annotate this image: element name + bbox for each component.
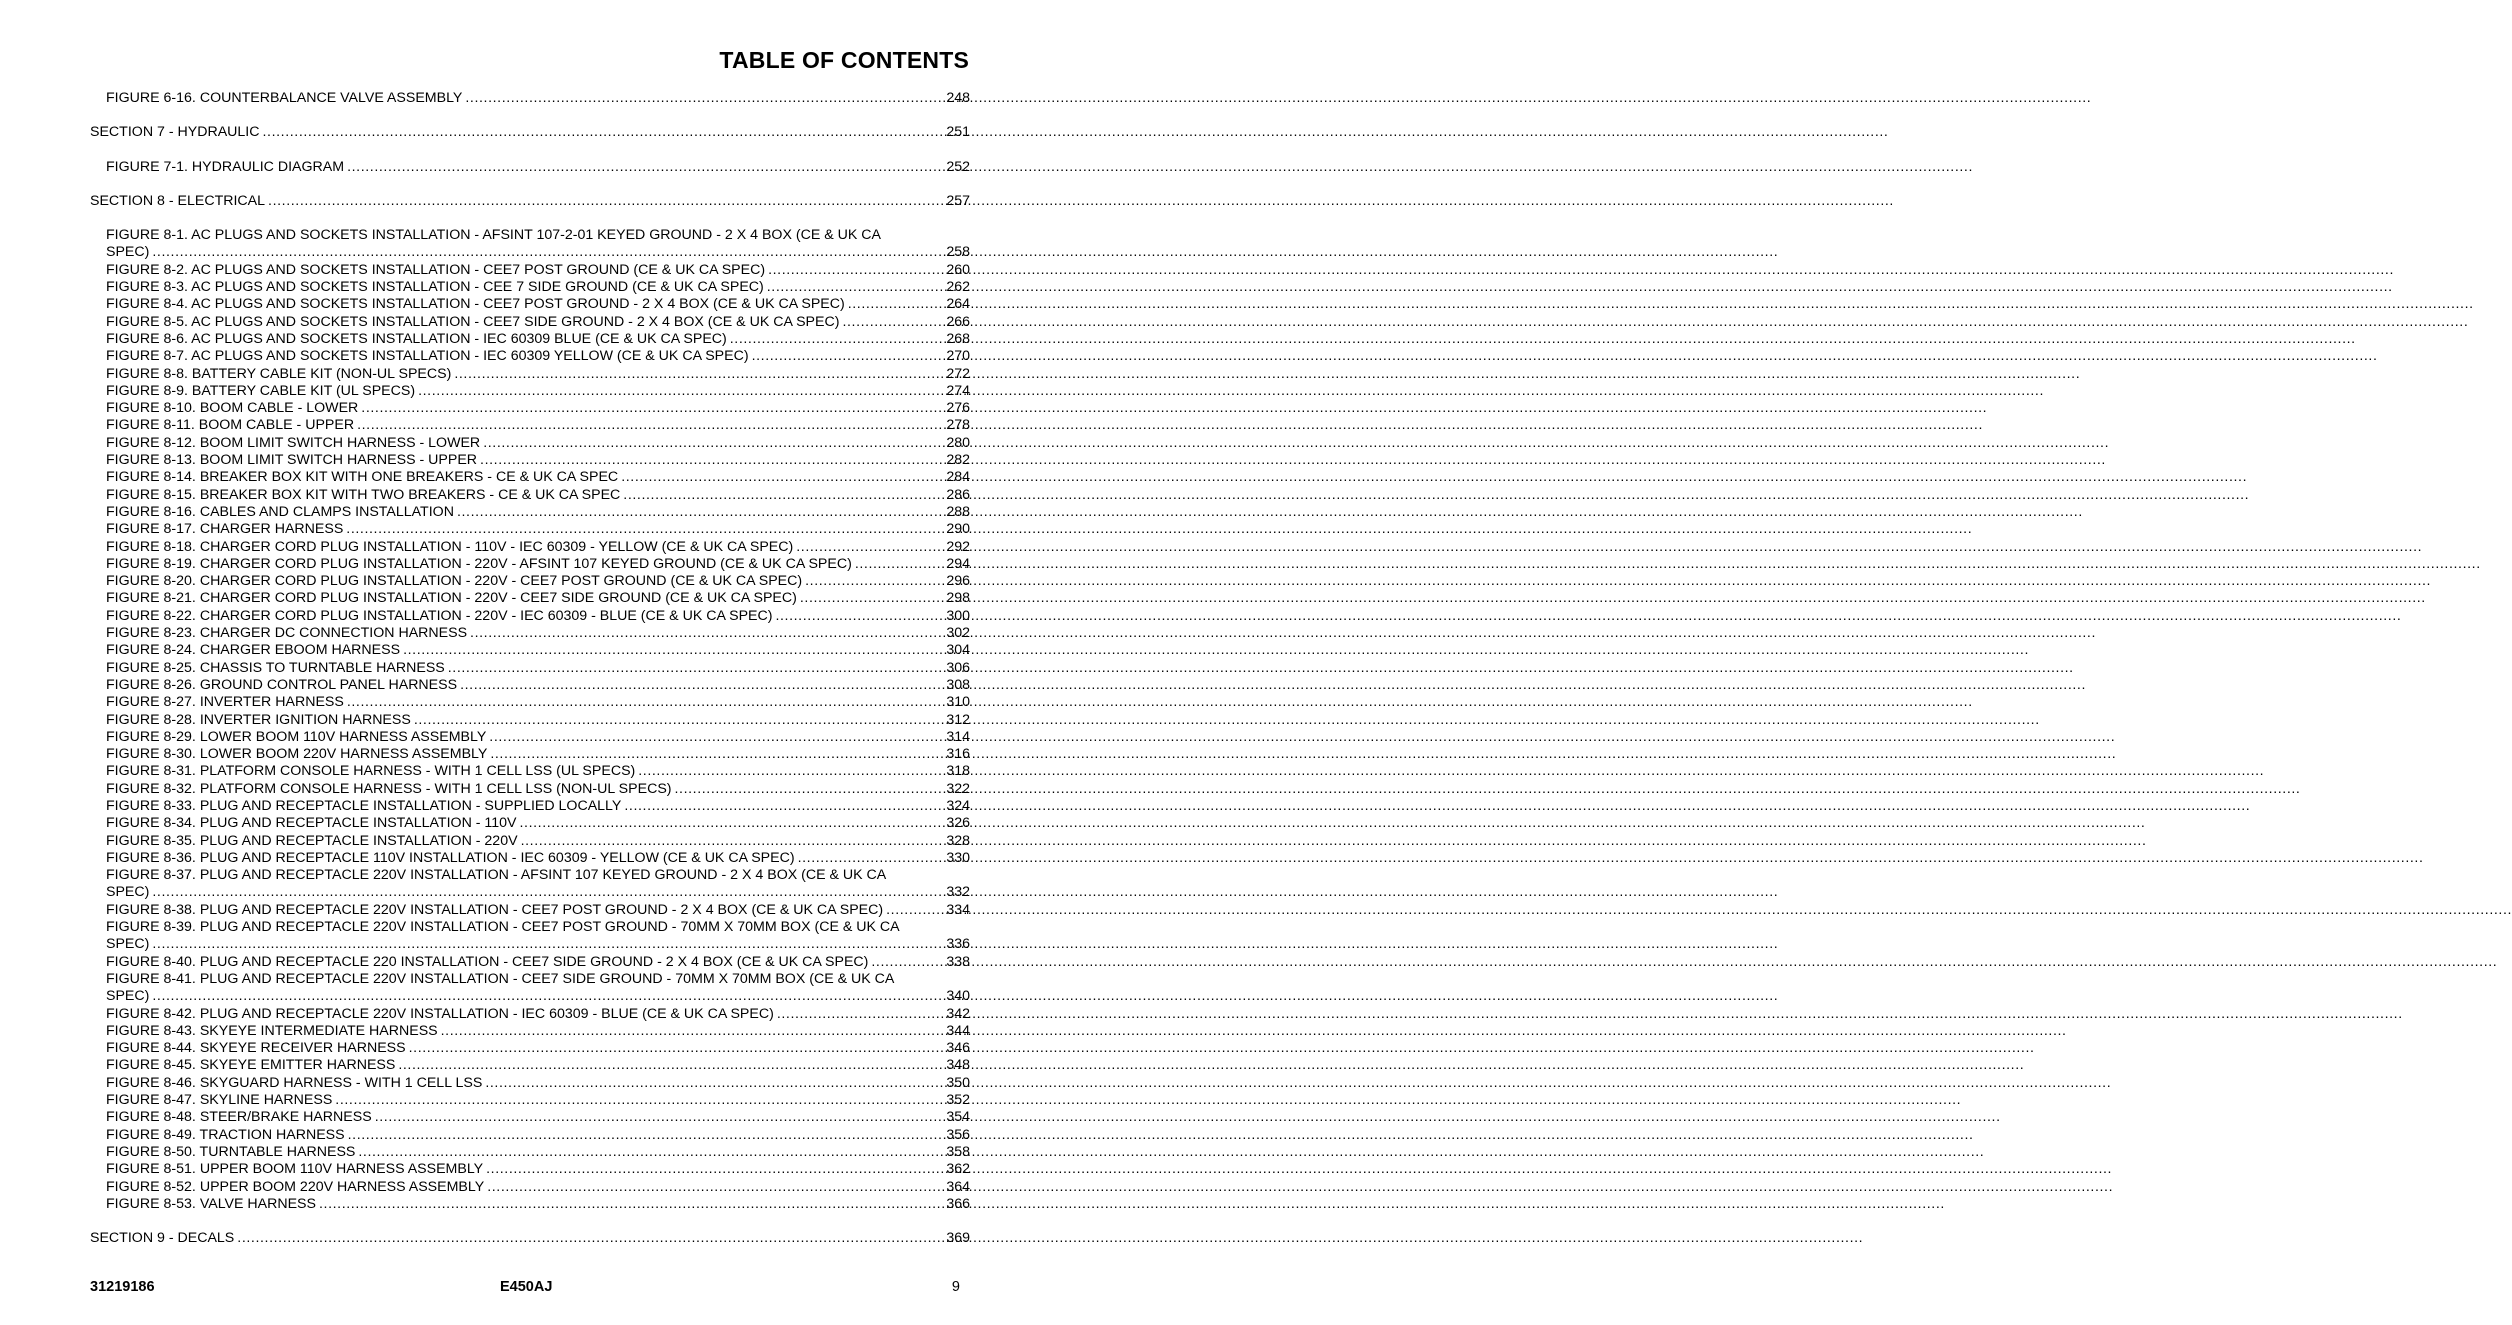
toc-figure-entry[interactable] — [90, 1006, 970, 1023]
toc-figure-entry-wrapped[interactable] — [90, 919, 970, 936]
dot-leader — [335, 1092, 943, 1109]
toc-entry-label: FIGURE 8-33. PLUG AND RECEPTACLE INSTALLATION - SUPPLIED LOCALLY — [106, 797, 622, 814]
toc-section-entry[interactable] — [90, 1230, 970, 1247]
toc-entry-label: FIGURE 8-27. INVERTER HARNESS — [106, 694, 344, 711]
toc-entry-page: 276 — [946, 400, 970, 417]
dot-leader — [152, 884, 943, 901]
toc-entry-label: FIGURE 8-53. VALVE HARNESS — [106, 1195, 316, 1212]
toc-entry-page: 280 — [946, 434, 970, 451]
toc-entry-label: FIGURE 8-22. CHARGER CORD PLUG INSTALLATION - 220V - IEC 60309 - BLUE (CE & UK CA SPEC) — [106, 607, 773, 624]
toc-entry-label: FIGURE 8-23. CHARGER DC CONNECTION HARNESS — [106, 625, 468, 642]
toc-entry-page: 369 — [946, 1230, 970, 1247]
dot-leader — [319, 1196, 943, 1213]
toc-entry-label: SECTION 9 - DECALS — [90, 1230, 235, 1247]
toc-entry-page: 330 — [946, 849, 970, 866]
dot-leader — [398, 1057, 943, 1074]
dot-leader — [263, 124, 944, 141]
toc-entry-label: FIGURE 8-50. TURNTABLE HARNESS — [106, 1143, 356, 1160]
toc-entry-label: FIGURE 8-35. PLUG AND RECEPTACLE INSTALLATION - 220V — [106, 832, 518, 849]
toc-figure-entry[interactable] — [90, 763, 970, 780]
toc-entry-label: FIGURE 7-1. HYDRAULIC DIAGRAM — [106, 158, 345, 175]
toc-entry-label: FIGURE 8-3. AC PLUGS AND SOCKETS INSTALLATION - CEE 7 SIDE GROUND (CE & UK CA SPEC) — [106, 279, 764, 296]
toc-section-entry[interactable] — [90, 124, 970, 141]
toc-figure-entry[interactable] — [90, 1092, 970, 1109]
dot-leader — [638, 763, 943, 780]
toc-figure-entry[interactable] — [90, 694, 970, 711]
toc-entry-page: 274 — [946, 382, 970, 399]
toc-entry-page: 266 — [946, 313, 970, 330]
toc-entry-label: FIGURE 8-48. STEER/BRAKE HARNESS — [106, 1109, 372, 1126]
toc-figure-entry-wrapped[interactable] — [90, 971, 970, 988]
dot-leader — [777, 1006, 944, 1023]
footer-model: E450AJ — [500, 1279, 553, 1295]
toc-figure-entry[interactable] — [90, 1057, 970, 1074]
toc-figure-entry[interactable] — [90, 1023, 970, 1040]
toc-figure-entry[interactable] — [90, 504, 970, 521]
dot-leader — [480, 452, 943, 469]
toc-entry-page: 358 — [946, 1143, 970, 1160]
dot-leader — [347, 694, 944, 711]
toc-entry-page: 342 — [946, 1005, 970, 1022]
toc-entry-label: FIGURE 8-25. CHASSIS TO TURNTABLE HARNESS — [106, 659, 445, 676]
toc-entry-label: SPEC) — [106, 988, 150, 1005]
toc-entry-page: 346 — [946, 1040, 970, 1057]
toc-figure-entry[interactable] — [90, 833, 970, 850]
toc-entry-page: 272 — [946, 365, 970, 382]
toc-entry-page: 328 — [946, 832, 970, 849]
dot-leader — [465, 90, 943, 107]
toc-entry-label: FIGURE 8-21. CHARGER CORD PLUG INSTALLATION - 220V - CEE7 SIDE GROUND (CE & UK CA SPEC) — [106, 590, 797, 607]
toc-figure-entry[interactable] — [90, 539, 970, 556]
toc-entry-page: 318 — [946, 763, 970, 780]
toc-entry-label: SECTION 8 - ELECTRICAL — [90, 192, 266, 209]
toc-entry-label: SPEC) — [106, 884, 150, 901]
toc-figure-entry[interactable] — [90, 90, 970, 107]
toc-figure-entry[interactable] — [90, 521, 970, 538]
dot-leader — [358, 1144, 943, 1161]
toc-figure-entry[interactable] — [90, 1196, 970, 1213]
toc-entry-label: FIGURE 8-36. PLUG AND RECEPTACLE 110V INSTALLATION - IEC 60309 - YELLOW (CE & UK CA SPEC) — [106, 849, 795, 866]
toc-entry-label: FIGURE 8-6. AC PLUGS AND SOCKETS INSTALLATION - IEC 60309 BLUE (CE & UK CA SPEC) — [106, 330, 727, 347]
footer-page-number: 9 — [951, 1279, 960, 1295]
dot-leader — [775, 608, 943, 625]
toc-entry-label: FIGURE 8-11. BOOM CABLE - UPPER — [106, 417, 355, 434]
dot-leader — [842, 314, 943, 331]
toc-entry-label: FIGURE 8-26. GROUND CONTROL PANEL HARNESS — [106, 676, 458, 693]
toc-entry-page: 350 — [946, 1074, 970, 1091]
dot-leader — [152, 936, 943, 953]
toc-entry-label: FIGURE 8-51. UPPER BOOM 110V HARNESS ASSEMBLY — [106, 1161, 484, 1178]
toc-entry-page: 257 — [946, 192, 970, 209]
toc-entry-label: FIGURE 8-29. LOWER BOOM 110V HARNESS ASSEMBLY — [106, 728, 487, 745]
dot-leader — [520, 815, 944, 832]
toc-entry-label: FIGURE 8-10. BOOM CABLE - LOWER — [106, 400, 359, 417]
toc-entry-page: 296 — [946, 573, 970, 590]
toc-figure-entry[interactable] — [90, 902, 970, 919]
toc-figure-entry[interactable] — [90, 815, 970, 832]
toc-entry-page: 326 — [946, 815, 970, 832]
toc-figure-entry[interactable] — [90, 400, 970, 417]
toc-figure-entry[interactable] — [90, 660, 970, 677]
toc-entry-label: FIGURE 8-14. BREAKER BOX KIT WITH ONE BREAKERS - CE & UK CA SPEC — [106, 469, 619, 486]
toc-figure-entry[interactable] — [90, 850, 970, 867]
toc-entry-label-line1: FIGURE 8-41. PLUG AND RECEPTACLE 220V INSTALLATION - CEE7 SIDE GROUND - 70MM X 70MM BOX (CE & UK CA — [106, 970, 895, 987]
toc-figure-entry[interactable] — [90, 954, 970, 971]
toc-entry-label-line1: FIGURE 8-1. AC PLUGS AND SOCKETS INSTALLATION - AFSINT 107-2-01 KEYED GROUND - 2 X 4 BOX (CE & UK CA — [106, 227, 881, 244]
toc-entry-page: 294 — [946, 555, 970, 572]
toc-entry-label: FIGURE 8-40. PLUG AND RECEPTACLE 220 INSTALLATION - CEE7 SIDE GROUND - 2 X 4 BOX (CE & UK CA SPEC) — [106, 953, 869, 970]
toc-figure-entry[interactable] — [90, 452, 970, 469]
toc-figure-entry[interactable] — [90, 296, 970, 313]
dot-leader — [489, 729, 943, 746]
toc-entry-label: FIGURE 8-44. SKYEYE RECEIVER HARNESS — [106, 1040, 406, 1057]
toc-figure-entry[interactable] — [90, 469, 970, 486]
toc-entry-label: FIGURE 8-2. AC PLUGS AND SOCKETS INSTALLATION - CEE7 POST GROUND (CE & UK CA SPEC) — [106, 261, 766, 278]
toc-figure-entry[interactable] — [90, 625, 970, 642]
toc-entry-label: FIGURE 8-30. LOWER BOOM 220V HARNESS ASSEMBLY — [106, 746, 488, 763]
toc-entry-page: 298 — [946, 590, 970, 607]
toc-entry-page: 332 — [946, 884, 970, 901]
toc-figure-entry[interactable] — [90, 383, 970, 400]
toc-entry-label: FIGURE 8-13. BOOM LIMIT SWITCH HARNESS - UPPER — [106, 452, 478, 469]
toc-figure-entry[interactable] — [90, 314, 970, 331]
toc-entry-page: 362 — [946, 1161, 970, 1178]
dot-leader — [767, 279, 944, 296]
toc-section-entry[interactable] — [90, 193, 970, 210]
toc-entry-label: SECTION 7 - HYDRAULIC — [90, 124, 260, 141]
dot-leader — [886, 902, 943, 919]
toc-entry-page: 278 — [946, 417, 970, 434]
toc-entry-page: 306 — [946, 659, 970, 676]
toc-entry-label: FIGURE 8-19. CHARGER CORD PLUG INSTALLATION - 220V - AFSINT 107 KEYED GROUND (CE & UK CA SPEC) — [106, 555, 852, 572]
toc-entry-page: 264 — [946, 296, 970, 313]
page-title: TABLE OF CONTENTS — [719, 47, 969, 73]
toc-figure-entry[interactable] — [90, 729, 970, 746]
toc-entry-page: 324 — [946, 797, 970, 814]
toc-entry-label: FIGURE 8-49. TRACTION HARNESS — [106, 1126, 345, 1143]
toc-entry-label: SPEC) — [106, 936, 150, 953]
toc-entry-label: FIGURE 6-16. COUNTERBALANCE VALVE ASSEMBLY — [106, 90, 463, 106]
toc-entry-label: FIGURE 8-5. AC PLUGS AND SOCKETS INSTALLATION - CEE7 SIDE GROUND - 2 X 4 BOX (CE & UK CA SPEC) — [106, 313, 840, 330]
toc-entry-label: FIGURE 8-32. PLATFORM CONSOLE HARNESS - WITH 1 CELL LSS (NON-UL SPECS) — [106, 780, 672, 797]
toc-entry-label: FIGURE 8-18. CHARGER CORD PLUG INSTALLATION - 110V - IEC 60309 - YELLOW (CE & UK CA SPEC) — [106, 538, 794, 555]
toc-entry-page: 270 — [946, 348, 970, 365]
toc-figure-entry[interactable] — [90, 642, 970, 659]
toc-entry-label: FIGURE 8-42. PLUG AND RECEPTACLE 220V INSTALLATION - IEC 60309 - BLUE (CE & UK CA SPEC) — [106, 1005, 774, 1022]
toc-entry-page: 316 — [946, 746, 970, 763]
toc-entry-page: 258 — [946, 244, 970, 261]
toc-entry-page: 308 — [946, 676, 970, 693]
dot-leader — [483, 435, 943, 452]
toc-entry-label: FIGURE 8-7. AC PLUGS AND SOCKETS INSTALLATION - IEC 60309 YELLOW (CE & UK CA SPEC) — [106, 348, 749, 365]
toc-figure-entry[interactable] — [90, 366, 970, 383]
dot-leader — [487, 1179, 943, 1196]
toc-figure-entry[interactable] — [90, 435, 970, 452]
toc-entry-label: FIGURE 8-17. CHARGER HARNESS — [106, 521, 344, 538]
toc-entry-label: FIGURE 8-12. BOOM LIMIT SWITCH HARNESS - LOWER — [106, 434, 481, 451]
toc-entry-page: 354 — [946, 1109, 970, 1126]
toc-figure-entry[interactable] — [90, 712, 970, 729]
toc-entry-page: 336 — [946, 936, 970, 953]
toc-entry-label: FIGURE 8-34. PLUG AND RECEPTACLE INSTALLATION - 110V — [106, 815, 517, 832]
toc-figure-entry[interactable] — [90, 590, 970, 607]
toc-entry-page: 288 — [946, 503, 970, 520]
dot-leader — [448, 660, 944, 677]
dot-leader — [268, 193, 943, 210]
dot-leader — [409, 1040, 944, 1057]
toc-entry-page: 340 — [946, 988, 970, 1005]
toc-figure-entry-wrapped[interactable] — [90, 227, 970, 244]
toc-figure-entry[interactable] — [90, 1109, 970, 1126]
toc-entry-label: FIGURE 8-8. BATTERY CABLE KIT (NON-UL SPECS) — [106, 365, 452, 382]
toc-entry-page: 262 — [946, 279, 970, 296]
toc-entry-page: 282 — [946, 452, 970, 469]
dot-leader — [454, 366, 943, 383]
dot-leader — [375, 1109, 944, 1126]
toc-figure-entry[interactable] — [90, 884, 970, 901]
toc-figure-entry[interactable] — [90, 487, 970, 504]
toc-figure-entry[interactable] — [90, 331, 970, 348]
toc-entry-label: FIGURE 8-45. SKYEYE EMITTER HARNESS — [106, 1057, 396, 1074]
dot-leader — [675, 781, 944, 798]
dot-leader — [152, 244, 943, 261]
toc-entry-page: 312 — [946, 711, 970, 728]
dot-leader — [414, 712, 944, 729]
toc-figure-entry[interactable] — [90, 988, 970, 1005]
dot-leader — [490, 746, 943, 763]
toc-figure-entry[interactable] — [90, 936, 970, 953]
toc-figure-entry[interactable] — [90, 1127, 970, 1144]
toc-entry-page: 344 — [946, 1022, 970, 1039]
toc-figure-entry[interactable] — [90, 159, 970, 176]
toc-entry-page: 260 — [946, 261, 970, 278]
toc-figure-entry[interactable] — [90, 781, 970, 798]
toc-figure-entry[interactable] — [90, 1040, 970, 1057]
toc-figure-entry[interactable] — [90, 798, 970, 815]
dot-leader — [486, 1161, 943, 1178]
toc-entry-page: 310 — [946, 694, 970, 711]
dot-leader — [418, 383, 943, 400]
toc-entry-label: FIGURE 8-24. CHARGER EBOOM HARNESS — [106, 642, 401, 659]
toc-entry-page: 300 — [946, 607, 970, 624]
toc-figure-entry[interactable] — [90, 417, 970, 434]
toc-entry-label: SPEC) — [106, 244, 150, 261]
dot-leader — [796, 539, 943, 556]
dot-leader — [798, 850, 944, 867]
dot-leader — [152, 988, 943, 1005]
toc-entry-label: FIGURE 8-46. SKYGUARD HARNESS - WITH 1 CELL LSS — [106, 1074, 483, 1091]
dot-leader — [441, 1023, 944, 1040]
toc-entry-label-line1: FIGURE 8-37. PLUG AND RECEPTACLE 220V INSTALLATION - AFSINT 107 KEYED GROUND - 2 X 4 BOX (CE & UK CA — [106, 867, 887, 884]
dot-leader — [752, 348, 944, 365]
toc-entry-label-line1: FIGURE 8-39. PLUG AND RECEPTACLE 220V INSTALLATION - CEE7 POST GROUND - 70MM X 70MM BOX (CE & UK CA — [106, 919, 900, 936]
toc-entry-label: FIGURE 8-43. SKYEYE INTERMEDIATE HARNESS — [106, 1022, 438, 1039]
toc-entry-page: 252 — [946, 158, 970, 175]
toc-entry-page: 356 — [946, 1126, 970, 1143]
dot-leader — [346, 521, 943, 538]
toc-figure-entry[interactable] — [90, 262, 970, 279]
dot-leader — [800, 590, 943, 607]
toc-figure-entry[interactable] — [90, 348, 970, 365]
dot-leader — [485, 1075, 943, 1092]
toc-figure-entry[interactable] — [90, 279, 970, 296]
toc-entry-page: 251 — [946, 124, 970, 141]
toc-entry-label: FIGURE 8-47. SKYLINE HARNESS — [106, 1092, 333, 1109]
toc-entry-page: 366 — [946, 1195, 970, 1212]
toc-entry-label: FIGURE 8-15. BREAKER BOX KIT WITH TWO BREAKERS - CE & UK CA SPEC — [106, 486, 621, 503]
toc-figure-entry[interactable] — [90, 556, 970, 573]
toc-entry-label: FIGURE 8-31. PLATFORM CONSOLE HARNESS - WITH 1 CELL LSS (UL SPECS) — [106, 763, 636, 780]
toc-entry-page: 338 — [946, 953, 970, 970]
dot-leader — [521, 833, 944, 850]
toc-figure-entry[interactable] — [90, 244, 970, 261]
toc-entry-page: 292 — [946, 538, 970, 555]
dot-leader — [347, 159, 943, 176]
toc-entry-page: 268 — [946, 330, 970, 347]
toc-entry-page: 302 — [946, 625, 970, 642]
toc-figure-entry[interactable] — [90, 573, 970, 590]
toc-entry-page: 304 — [946, 642, 970, 659]
toc-figure-entry[interactable] — [90, 1075, 970, 1092]
dot-leader — [621, 469, 943, 486]
dot-leader — [805, 573, 943, 590]
toc-entry-page: 290 — [946, 521, 970, 538]
toc-entry-page: 248 — [946, 90, 970, 106]
toc-entry-page: 334 — [946, 901, 970, 918]
dot-leader — [848, 296, 944, 313]
dot-leader — [624, 798, 943, 815]
toc-list — [90, 90, 970, 1264]
toc-entry-label: FIGURE 8-9. BATTERY CABLE KIT (UL SPECS) — [106, 382, 416, 399]
toc-entry-page: 348 — [946, 1057, 970, 1074]
dot-leader — [460, 677, 943, 694]
toc-entry-page: 352 — [946, 1092, 970, 1109]
toc-figure-entry[interactable] — [90, 1144, 970, 1161]
toc-entry-label: FIGURE 8-38. PLUG AND RECEPTACLE 220V INSTALLATION - CEE7 POST GROUND - 2 X 4 BOX (CE & UK CA SPEC) — [106, 901, 884, 918]
dot-leader — [855, 556, 944, 573]
toc-figure-entry-wrapped[interactable] — [90, 867, 970, 884]
toc-entry-label: FIGURE 8-28. INVERTER IGNITION HARNESS — [106, 711, 411, 728]
dot-leader — [403, 642, 943, 659]
dot-leader — [768, 262, 943, 279]
dot-leader — [457, 504, 943, 521]
toc-entry-label: FIGURE 8-16. CABLES AND CLAMPS INSTALLATION — [106, 503, 454, 520]
toc-figure-entry[interactable] — [90, 746, 970, 763]
dot-leader — [470, 625, 943, 642]
toc-entry-label: FIGURE 8-4. AC PLUGS AND SOCKETS INSTALLATION - CEE7 POST GROUND - 2 X 4 BOX (CE & UK CA SPEC) — [106, 296, 845, 313]
dot-leader — [357, 417, 943, 434]
toc-figure-entry[interactable] — [90, 608, 970, 625]
dot-leader — [361, 400, 943, 417]
toc-entry-label: FIGURE 8-52. UPPER BOOM 220V HARNESS ASSEMBLY — [106, 1178, 485, 1195]
toc-entry-page: 314 — [946, 728, 970, 745]
toc-entry-page: 286 — [946, 486, 970, 503]
dot-leader — [730, 331, 944, 348]
dot-leader — [871, 954, 943, 971]
toc-figure-entry[interactable] — [90, 677, 970, 694]
toc-figure-entry[interactable] — [90, 1179, 970, 1196]
dot-leader — [348, 1127, 944, 1144]
toc-entry-page: 284 — [946, 469, 970, 486]
toc-entry-page: 364 — [946, 1178, 970, 1195]
toc-entry-label: FIGURE 8-20. CHARGER CORD PLUG INSTALLATION - 220V - CEE7 POST GROUND (CE & UK CA SPEC) — [106, 573, 803, 590]
toc-entry-page: 322 — [946, 780, 970, 797]
dot-leader — [237, 1230, 943, 1247]
toc-figure-entry[interactable] — [90, 1161, 970, 1178]
footer-doc-number: 31219186 — [90, 1279, 155, 1295]
dot-leader — [623, 487, 943, 504]
